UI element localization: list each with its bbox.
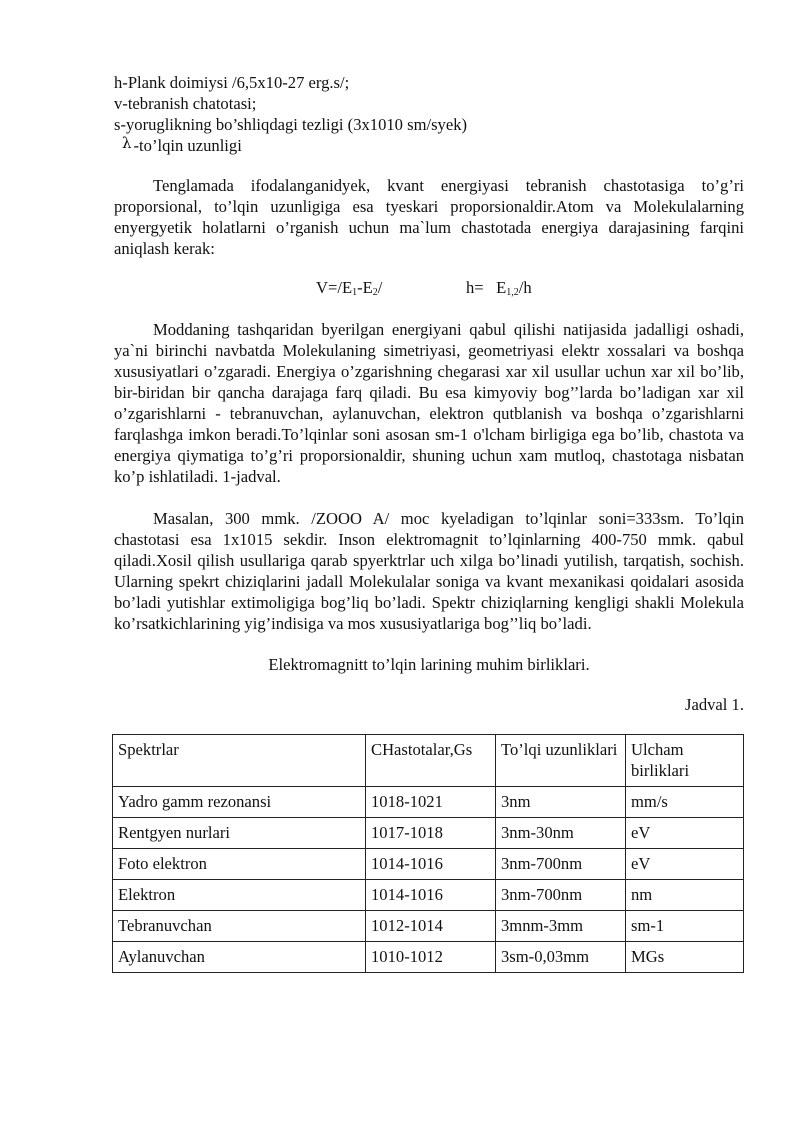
cell-spectrum: Rentgyen nurlari bbox=[113, 818, 366, 849]
header-wavelengths: To’lqi uzunliklari bbox=[496, 735, 626, 787]
cell-wavelength: 3mnm-3mm bbox=[496, 911, 626, 942]
cell-unit: eV bbox=[626, 849, 744, 880]
cell-wavelength: 3nm bbox=[496, 787, 626, 818]
table-row bbox=[113, 911, 744, 942]
cell-unit: mm/s bbox=[626, 787, 744, 818]
formula-planck: $h= E_{1,2}/h$ bbox=[466, 278, 532, 298]
cell-unit: sm-1 bbox=[626, 911, 744, 942]
cell-frequency: 1014-1016 bbox=[366, 880, 496, 911]
table-label: Jadval 1. bbox=[685, 695, 744, 714]
cell-frequency: 1010-1012 bbox=[366, 942, 496, 973]
cell-spectrum: Yadro gamm rezonansi bbox=[113, 787, 366, 818]
cell-unit: eV bbox=[626, 818, 744, 849]
lambda-text: -to’lqin uzunligi bbox=[133, 136, 242, 155]
formula-frequency: $V=/E_1-E_2/$ bbox=[316, 278, 383, 298]
cell-spectrum: Tebranuvchan bbox=[113, 911, 366, 942]
lambda-symbol: λ bbox=[122, 134, 132, 152]
cell-wavelength: 3nm-30nm bbox=[496, 818, 626, 849]
cell-frequency: 1017-1018 bbox=[366, 818, 496, 849]
cell-unit: MGs bbox=[626, 942, 744, 973]
table-row bbox=[113, 849, 744, 880]
energy-formula bbox=[114, 277, 744, 298]
paragraph-wavelength-example: Masalan, 300 mmk. /ZOOO A/ moc kyeladigan to’lqinlar soni=333sm. To’lqin chastotasi esa 1x1015 sekdir. Inson elektromagnit to’lqinlarning 400-750 mmk. qabul qiladi.Xosil qilish usullariga qarab spyerktrlar uch xilga bo’linadi yutilish, tarqatish, sochish. Ularning spekrt chiziqlarini jadall Molekulalar soniga va kvant mexanikasi qoidalari asosida bo’ladi yutishlar extimoligiga bog’liq bo’ladi. Spektr chiziqlarning kengligi shakli Molekula ko’rsatkichlarining yig’indisiga va mos xususiyatlariga bog’’liq bo’ladi. bbox=[114, 509, 744, 633]
cell-wavelength: 3sm-0,03mm bbox=[496, 942, 626, 973]
header-units: Ulcham birliklari bbox=[626, 735, 744, 787]
table-title: Elektromagnitt to’lqin larining muhim birliklari. bbox=[268, 655, 590, 674]
table-header-row bbox=[113, 735, 744, 787]
cell-frequency: 1014-1016 bbox=[366, 849, 496, 880]
definition-v: v-tebranish chatotasi; bbox=[114, 94, 257, 113]
cell-frequency: 1012-1014 bbox=[366, 911, 496, 942]
table-row bbox=[113, 787, 744, 818]
table-row bbox=[113, 818, 744, 849]
definition-s: s-yoruglikning bo’shliqdagi tezligi (3x1010 sm/syek) bbox=[114, 115, 468, 134]
paragraph-energy-absorption: Moddaning tashqaridan byerilgan energiyani qabul qilishi natijasida jadalligi oshadi, ya`ni birinchi navbatda Molekulaning simetriyasi, geometriyasi elektr xossalari va boshqa xususiyatlari o’zgaradi. Energiya o’zgarishning chegarasi xar xil usullar uchun xar xil bo’lib, bir-biridan bir qancha darajaga farq qiladi. Bu esa kimyoviy bog’’larda bo’ladigan xar xil o’zgarishlarni - tebranuvchan, aylanuvchan, elektron qutblanish va boshqa o’zgarishlarni farqlashga imkon beradi.To’lqinlar soni asosan sm-1 o'lcham birligiga ega bo’lib, chastota va energiya qiymatiga to’g’ri proporsionaldir, shuning uchun xam mutloq, chastotaga nisbatan ko’p ishlatiladi. 1-jadval. bbox=[114, 320, 744, 486]
definition-h: h-Plank doimiysi /6,5x10-27 erg.s/; bbox=[114, 73, 350, 92]
cell-frequency: 1018-1021 bbox=[366, 787, 496, 818]
header-frequencies: CHastotalar,Gs bbox=[366, 735, 496, 787]
cell-spectrum: Elektron bbox=[113, 880, 366, 911]
cell-unit: nm bbox=[626, 880, 744, 911]
cell-spectrum: Aylanuvchan bbox=[113, 942, 366, 973]
spectra-table bbox=[112, 734, 744, 973]
table-row bbox=[113, 880, 744, 911]
paragraph-quantum-energy: Tenglamada ifodalanganidyek, kvant energiyasi tebranish chastotasiga to’g’ri proporsional, to’lqin uzunligiga esa tyeskari proporsionaldir.Atom va Molekulalarning enyergyetik holatlarni o’rganish uchun ma`lum chastotada energiya darajasining farqini aniqlash kerak: bbox=[114, 176, 744, 258]
definition-lambda bbox=[114, 135, 744, 157]
document-page bbox=[114, 72, 744, 973]
cell-spectrum: Foto elektron bbox=[113, 849, 366, 880]
header-spectra: Spektrlar bbox=[113, 735, 366, 787]
table-row bbox=[113, 942, 744, 973]
cell-wavelength: 3nm-700nm bbox=[496, 849, 626, 880]
cell-wavelength: 3nm-700nm bbox=[496, 880, 626, 911]
